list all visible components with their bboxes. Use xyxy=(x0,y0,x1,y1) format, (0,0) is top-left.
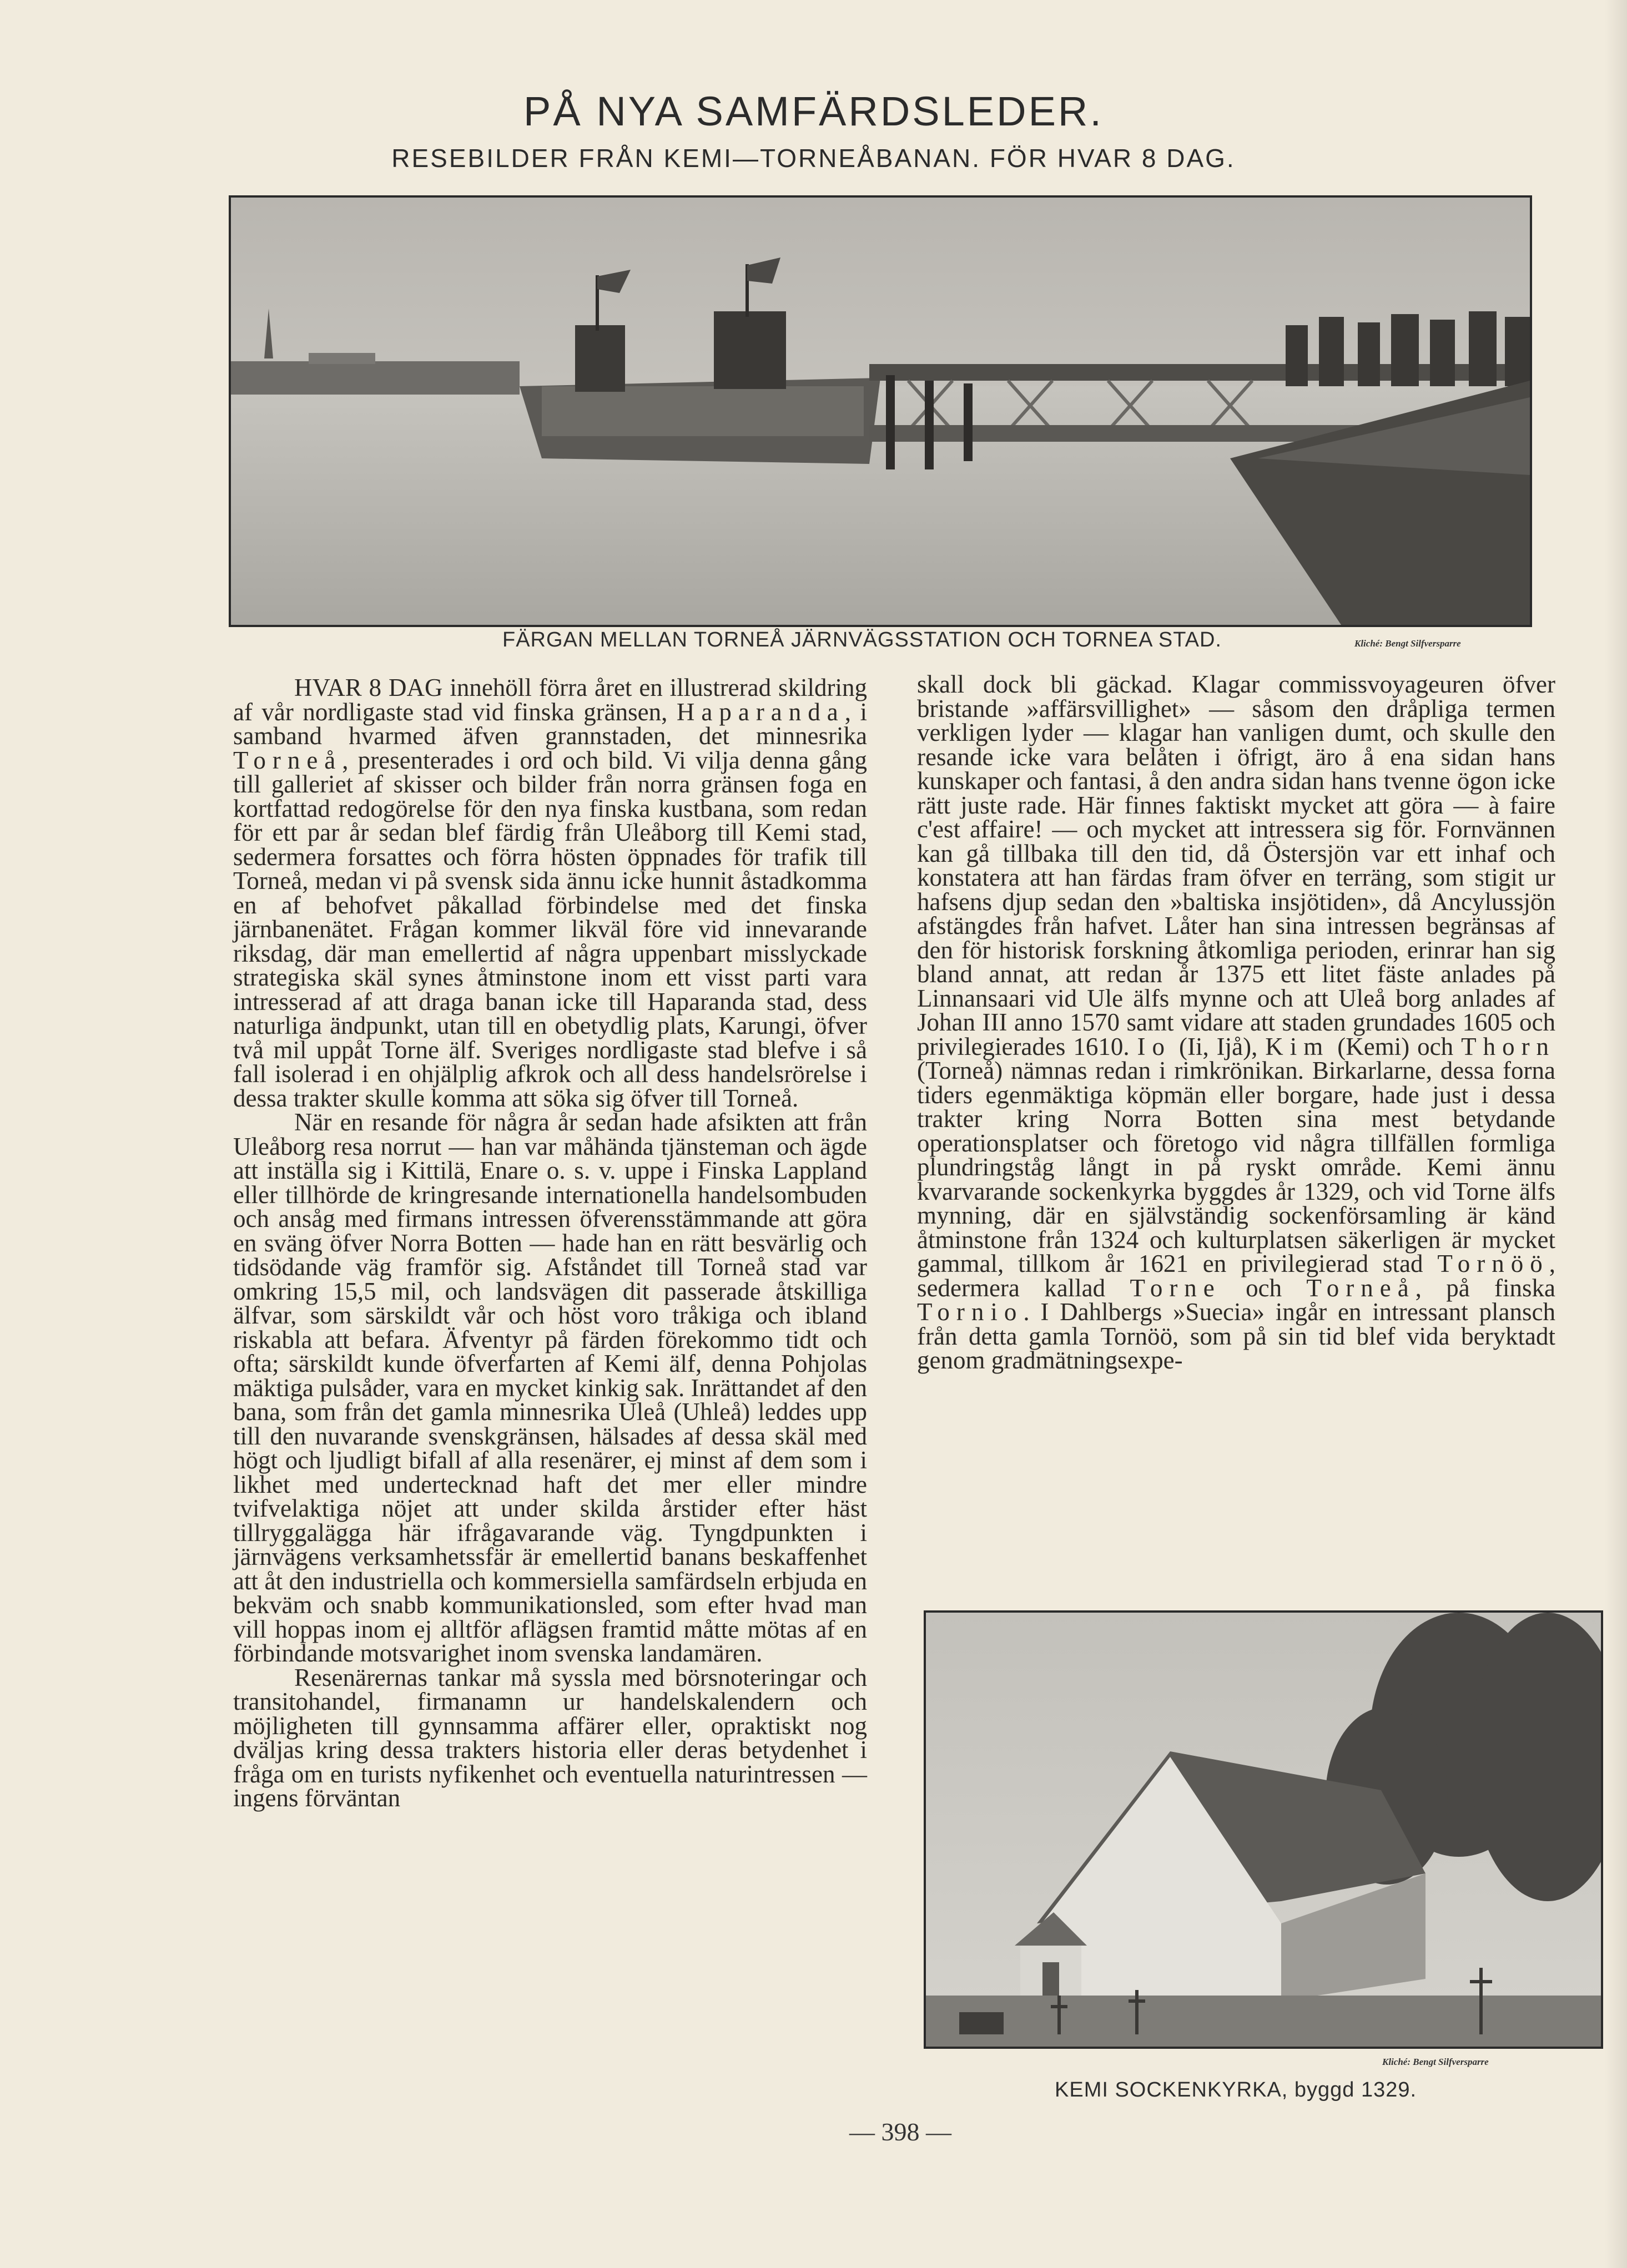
ferry-photo xyxy=(229,195,1532,627)
place-haparanda: Haparanda xyxy=(676,698,845,726)
church-photo xyxy=(924,1610,1603,2049)
page-edge-shadow xyxy=(1605,0,1627,2268)
right-paragraph-1: skall dock bli gäckad. Klagar commissvoyageuren öfver bristande »affärsvillighet» — såsom den dråpliga termen verkligen lyder — klagar han vanligen dumt, och skulle den resande icke vara belåten i öfrigt, äro å ena sidan hans kunskaper och fantasi, å den andra sidan hans tvenne ögon icke rätt juste rade. Här finnes faktiskt mycket att göra — à faire c'est affaire! — och mycket att intressera sig för. Fornvännen kan gå tillbaka till den tid, då Östersjön var ett inhaf och konstatera att han färdas fram öfver en terräng, som stigit ur hafsens djup sedan den »baltiska insjötiden», då Ancylussjön afstängdes från hafvet. Låter han sina intressen begränsas af den för historisk forskning åtkomliga perioden, erinrar han sig bland annat, att redan år 1375 ett litet fäste anlades på Linnansaari vid Ule älfs mynne och att Uleå borg anlades af Johan III anno 1570 samt vidare att staden grundades 1605 och privilegierades 1610. Io (Ii, Ijå), Kim (Kemi) och Thorn (Torneå) nämnas redan i rimkrönikan. Birkarlarne, dessa forna tiders egenmäktiga köpmän eller borgare, hade just i dessa trakter kring Norra Botten sina mest betydande operationsplatser och företogo vid några tillfällen formliga plundringståg långt in på ryskt område. Kemi ännu kvarvarande sockenkyrka byggdes år 1329, och vid Torne älfs mynning, där en självständig sockenförsamling är känd åtminstone från 1324 och kulturplatsen säkerligen är mycket gammal, tillkom år 1621 en privilegierad stad Tornöö, sedermera kallad Torne och Torneå, på finska Tornio. I Dahlbergs »Suecia» ingår en intressant plansch från detta gamla Tornöö, som på sin tid blef vida beryktadt genom gradmätningsexpe- xyxy=(917,670,1556,1374)
ferry-photo-credit: Kliché: Bengt Silfversparre xyxy=(1354,638,1461,649)
article-left-column xyxy=(233,676,867,1811)
church-photo-caption: KEMI SOCKENKYRKA, byggd 1329. xyxy=(1055,2078,1417,2102)
left-paragraph-2: När en resande för några år sedan hade afsikten att från Uleåborg resa norrut — han var måhända tjänsteman och ägde att inställa sig i Kittilä, Enare o. s. v. uppe i Finska Lappland eller tillhörde de kringresande internationella handelsombuden och ansåg med firmans intressen öfverensstämmande att göra en sväng öfver Norra Botten — hade han en rätt besvärlig och tidsödande väg framför sig. Afståndet till Torneå stad var omkring 15,5 mil, och landsvägen dit passerade åtskilliga älfvar, som särskildt vår och höst voro tråkiga och ibland riskabla att befara. Äfventyr på färden förekommo tidt och ofta; särskildt kunde öfverfarten af Kemi älf, denna Pohjolas mäktiga pulsåder, vara en mycket kinkig sak. Inrättandet af den bana, som från det gamla minnesrika Uleå (Uhleå) leddes upp till den nuvarande svenskgränsen, hälsades af dessa skäl med högt och ljudligt bifall af alla resenärer, ej minst af dem som i likhet med undertecknad haft det mer eller mindre tvifvelaktiga nöjet att under skilda årstider efter häst tillryggalägga här ifrågavarande väg. Tyngdpunkten i järnvägens verksamhetssfär är emellertid banans beskaffenhet att åt den industriella och kommersiella samfärdseln erbjuda en bekväm och snabb kommunikationsled, som efter hvad man vill hoppas inom ej alltför aflägsen framtid måtte mötas af en förbindande motsvarighet inom svenska landamären. xyxy=(233,1108,867,1667)
page-number: — 398 — xyxy=(849,2118,951,2146)
church-illustration xyxy=(926,1613,1601,2047)
place-tornea: Torneå xyxy=(233,746,342,774)
page-title: PÅ NYA SAMFÄRDSLEDER. xyxy=(523,88,1104,134)
church-photo-credit: Kliché: Bengt Silfversparre xyxy=(1382,2057,1489,2067)
article-right-column xyxy=(917,670,1556,1374)
page-subtitle: RESEBILDER FRÅN KEMI—TORNEÅBANAN. FÖR HVAR 8 DAG. xyxy=(391,144,1236,173)
ferry-photo-caption: FÄRGAN MELLAN TORNEÅ JÄRNVÄGSSTATION OCH TORNEA STAD. xyxy=(502,628,1222,651)
left-paragraph-3: Resenärernas tankar må syssla med börsnoteringar och transitohandel, firmanamn ur handelskalendern och möjligheten till gynnsamma affärer eller, opraktiskt nog dväljas kring dessa trakters historia eller deras betydenhet i fråga om en turists nyfikenhet och eventuella naturintressen — ingens förväntan xyxy=(233,1663,867,1812)
ferry-illustration xyxy=(231,198,1530,625)
left-paragraph-1: HVAR 8 DAG innehöll förra året en illustrerad skildring af vår nordligaste stad vid finska gränsen, Haparanda, i samband hvarmed äfven grannstaden, det minnesrika Torneå, presenterades i ord och bild. Vi vilja denna gång till galleriet af skisser och bilder från norra gränsen foga en kortfattad redogörelse för den nya finska kustbana, som redan för ett par år sedan blef färdig från Uleåborg till Kemi stad, sedermera forsattes och förra hösten öppnades för trafik till Torneå, medan vi på svensk sida ännu icke hunnit åstadkomma en af behofvet påkallad förbindelse med det finska järnbanenätet. Frågan kommer likväl före vid innevarande riksdag, där man emellertid af några uppenbart misslyckade strategiska skäl synes åtminstone inom ett visst parti vara intresserad af att draga banan icke till Haparanda stad, dess naturliga ändpunkt, utan till en obetydlig plats, Karungi, öfver två mil uppåt Torne älf. Sveriges nordligaste stad blefve i så fall isolerad i en ohjälplig afkrok och all dess handelsrörelse i dessa trakter skulle komma att söka sig öfver till Torneå. xyxy=(233,674,867,1112)
